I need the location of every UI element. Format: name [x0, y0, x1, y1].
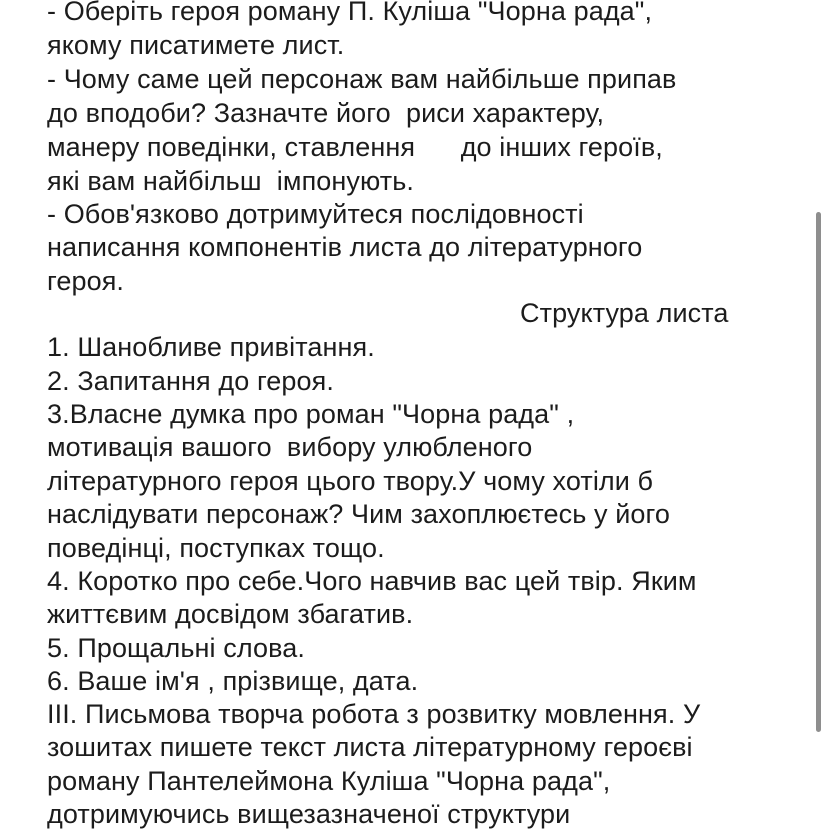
vertical-scrollbar[interactable]: [816, 212, 821, 732]
structure-line: поведінці, поступках тощо.: [47, 533, 385, 563]
structure-line: 6. Ваше ім'я , прізвище, дата.: [47, 666, 419, 696]
instruction-line: героя.: [47, 266, 125, 296]
task-line: роману Пантелеймона Куліша "Чорна рада",: [47, 766, 611, 796]
instruction-line: - Обов'язково дотримуйтеся послідовності: [47, 199, 584, 229]
structure-heading: Структура листа: [520, 298, 729, 328]
instruction-line: - Оберіть героя роману П. Куліша "Чорна рада",: [47, 0, 653, 26]
structure-line: 2. Запитання до героя.: [47, 366, 334, 396]
structure-line: 5. Прощальні слова.: [47, 633, 305, 663]
instruction-line: до вподоби? Зазначте його риси характеру,: [47, 98, 605, 128]
structure-line: літературного героя цього твору.У чому хотіли б: [47, 466, 654, 496]
instruction-line: написання компонентів листа до літературного: [47, 232, 643, 262]
structure-line: 4. Коротко про себе.Чого навчив вас цей твір. Яким: [47, 566, 697, 596]
instruction-line: які вам найбільш імпонують.: [47, 166, 415, 196]
structure-line: 1. Шанобливе привітання.: [47, 332, 375, 362]
task-line: зошитах пишете текст листа літературному героєві: [47, 732, 693, 762]
structure-line: 3.Власне думка про роман "Чорна рада" ,: [47, 399, 575, 429]
structure-line: наслідувати персонаж? Чим захоплюєтесь у його: [47, 499, 670, 529]
structure-line: життєвим досвідом збагатив.: [47, 599, 414, 629]
instruction-line: якому писатимете лист.: [47, 30, 345, 60]
instruction-line: манеру поведінки, ставлення до інших героїв,: [47, 132, 663, 162]
instruction-line: - Чому саме цей персонаж вам найбільше припав: [47, 64, 677, 94]
task-line: ІІІ. Письмова творча робота з розвитку мовлення. У: [47, 699, 701, 729]
task-line: дотримуючись вищезазначеної структури: [47, 799, 571, 829]
structure-line: мотивація вашого вибору улюбленого: [47, 432, 533, 462]
